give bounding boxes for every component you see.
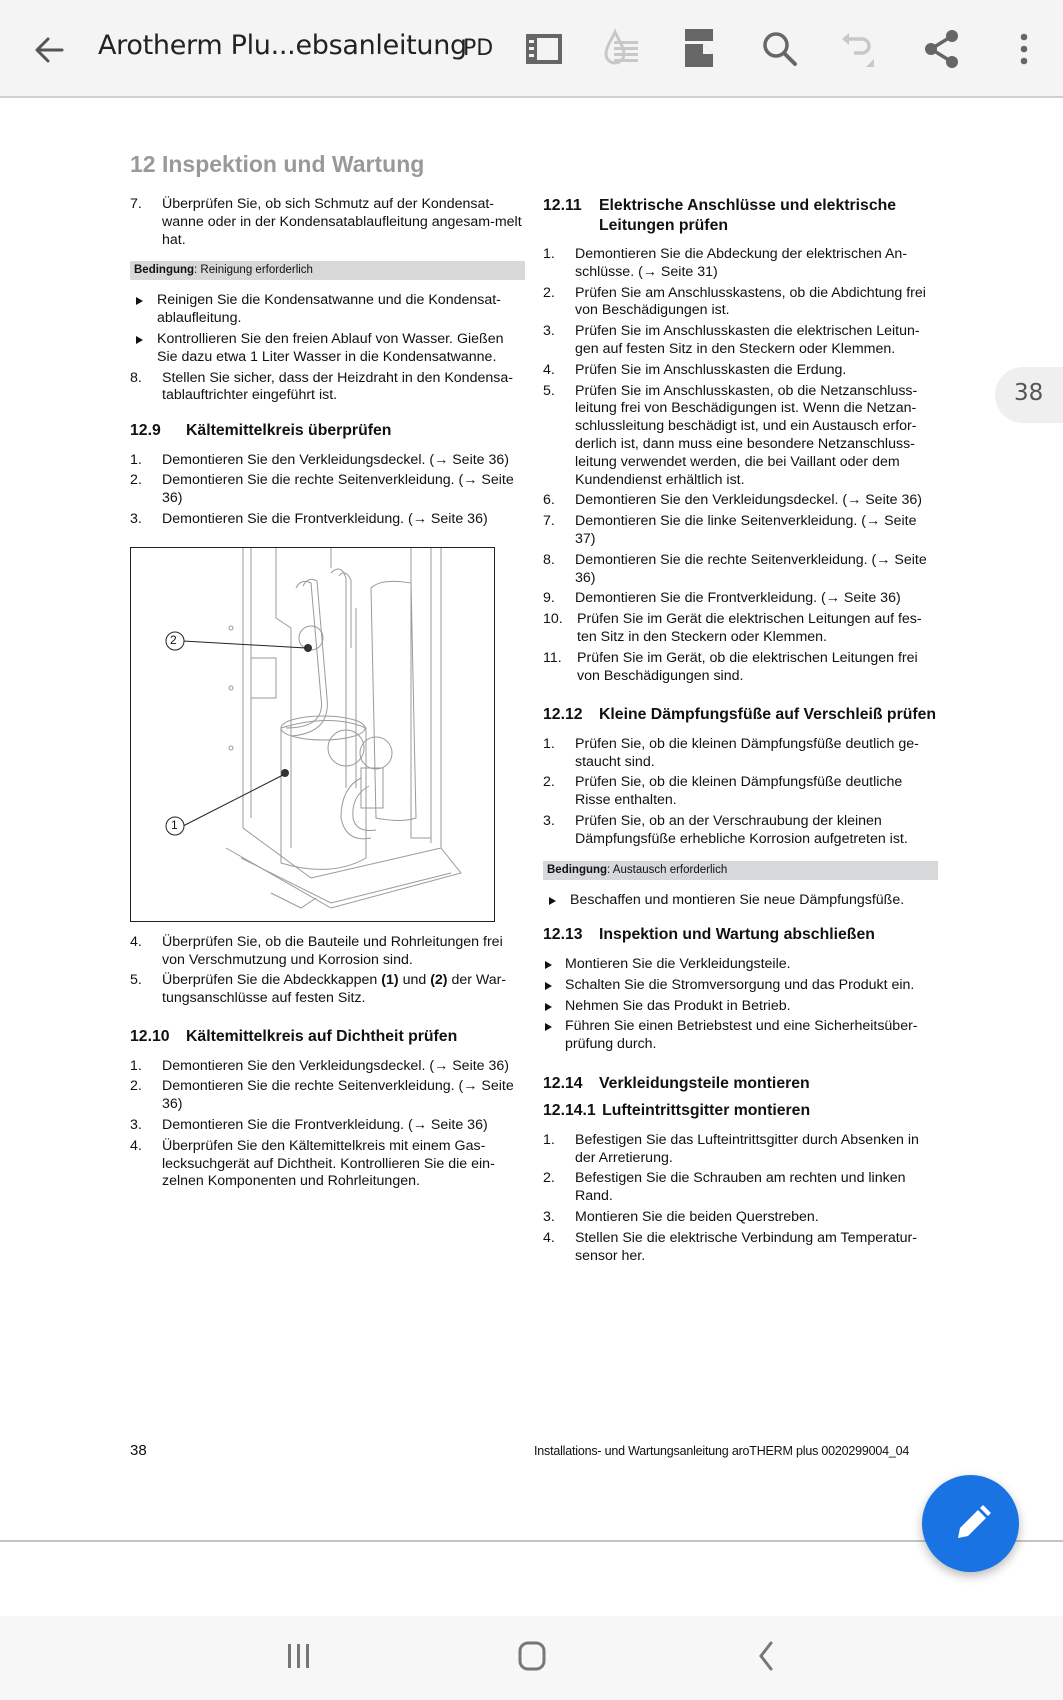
undo-button[interactable] xyxy=(836,27,880,71)
item-number: 1. xyxy=(130,451,142,468)
section-heading-12-9 xyxy=(130,421,525,441)
bullet-item xyxy=(543,977,938,995)
list-item xyxy=(543,383,938,490)
list-item xyxy=(130,1138,525,1191)
arrow-left-icon xyxy=(30,30,70,70)
page-indicator[interactable] xyxy=(995,367,1063,423)
list-item xyxy=(130,472,525,508)
item-text: Befestigen Sie die Schrauben am rechten und linken Rand. xyxy=(575,1170,906,1205)
list-item xyxy=(543,650,938,686)
more-options-button[interactable] xyxy=(1002,27,1046,71)
chapter-title: 12 Inspektion und Wartung xyxy=(130,151,425,177)
sidebar-panel-button[interactable] xyxy=(522,27,566,71)
pencil-icon xyxy=(922,1475,1019,1572)
triangle-bullet-icon xyxy=(136,297,143,305)
file-type-label: PD xyxy=(463,36,494,61)
document-title: Arotherm Plu...ebsanleitung xyxy=(98,30,467,61)
item-number: 4. xyxy=(543,361,555,378)
item-text: Prüfen Sie im Gerät die elektrischen Leitungen auf fes-ten Sitz in den Steckern oder Klemmen. xyxy=(577,611,922,645)
list-item xyxy=(130,511,525,529)
bullet-text: Beschaffen und montieren Sie neue Dämpfungsfüße. xyxy=(570,891,905,908)
section-heading-12-11 xyxy=(543,196,938,235)
item-number: 10. xyxy=(543,611,563,628)
item-text: Überprüfen Sie, ob die Bauteile und Rohrleitungen frei von Verschmutzung und Korrosion sind. xyxy=(162,933,503,968)
section-heading-12-14 xyxy=(543,1074,938,1094)
item-text: Prüfen Sie im Gerät, ob die elektrischen Leitungen frei von Beschädigungen sind. xyxy=(577,649,918,684)
condition-label: Bedingung xyxy=(134,264,195,277)
bullet-item xyxy=(543,998,938,1016)
item-text: Demontieren Sie die Frontverkleidung. (→ Seite 36) xyxy=(162,1116,488,1133)
page-layout-icon xyxy=(676,27,720,71)
triangle-bullet-icon xyxy=(545,1023,552,1031)
item-number: 1. xyxy=(543,246,555,262)
undo-icon xyxy=(836,27,880,71)
list-item xyxy=(543,246,938,282)
recent-apps-button[interactable] xyxy=(274,1634,324,1678)
section-title: Kleine Dämpfungsfüße auf Verschleiß prüfen xyxy=(599,706,937,724)
section-number: 12.14 xyxy=(543,1074,583,1092)
item-text: Prüfen Sie, ob an der Verschraubung der kleinen Dämpfungsfüße erhebliche Korrosion aufgetreten ist. xyxy=(575,813,908,847)
callout-ref-2: (2) xyxy=(430,972,448,989)
item-text: und xyxy=(398,972,431,989)
item-text: Prüfen Sie, ob die kleinen Dämpfungsfüße deutlich ge-staucht sind. xyxy=(575,735,919,770)
bullet-item xyxy=(130,292,525,328)
triangle-bullet-icon xyxy=(549,897,556,905)
item-number: 6. xyxy=(543,492,555,509)
list-item xyxy=(130,370,525,406)
item-number: 3. xyxy=(543,1209,555,1226)
figure-callout-1: 1 xyxy=(171,817,178,832)
search-button[interactable] xyxy=(758,27,802,71)
item-number: 2. xyxy=(130,472,142,489)
sidebar-panel-icon xyxy=(522,27,566,71)
bullet-item xyxy=(543,892,938,910)
recent-apps-icon xyxy=(274,1634,324,1678)
section-heading-12-12 xyxy=(543,705,938,725)
section-number: 12.13 xyxy=(543,926,583,944)
section-number: 12.9 xyxy=(130,422,161,440)
heat-pump-illustration xyxy=(131,548,495,922)
triangle-bullet-icon xyxy=(545,1003,552,1011)
item-number: 7. xyxy=(130,196,142,212)
list-item xyxy=(130,972,525,1008)
item-number: 3. xyxy=(130,1116,142,1133)
system-nav-bar xyxy=(0,1616,1063,1700)
item-number: 4. xyxy=(130,933,142,950)
bullet-text: Führen Sie einen Betriebstest und eine Sicherheitsüber-prüfung durch. xyxy=(565,1018,918,1053)
condition-bar xyxy=(543,861,938,880)
section-heading-12-13 xyxy=(543,925,938,945)
item-text: Demontieren Sie die Frontverkleidung. (→ Seite 36) xyxy=(575,590,901,607)
list-item xyxy=(543,513,938,549)
list-item xyxy=(543,774,938,810)
item-text: Demontieren Sie die rechte Seitenverkleidung. (→ Seite 36) xyxy=(162,472,514,507)
section-title: Kältemittelkreis überprüfen xyxy=(186,422,392,440)
section-number: 12.12 xyxy=(543,706,583,724)
item-text: Prüfen Sie im Anschlusskasten die Erdung. xyxy=(575,361,847,378)
item-number: 1. xyxy=(543,1131,555,1148)
triangle-bullet-icon xyxy=(136,336,143,344)
section-heading-12-14-1 xyxy=(543,1101,938,1121)
section-title: Verkleidungsteile montieren xyxy=(599,1074,810,1092)
list-item xyxy=(543,611,938,647)
item-text: Demontieren Sie die Abdeckung der elektrischen An-schlüsse. (→ Seite 31) xyxy=(575,246,908,280)
item-number: 3. xyxy=(543,813,555,830)
item-number: 4. xyxy=(130,1137,142,1154)
list-item xyxy=(543,285,938,321)
bullet-item xyxy=(543,956,938,974)
section-title: Lufteintrittsgitter montieren xyxy=(602,1102,811,1120)
condition-label: Bedingung xyxy=(547,863,608,876)
more-vert-icon xyxy=(1002,27,1046,71)
edit-fab-button[interactable] xyxy=(922,1475,1019,1572)
item-number: 3. xyxy=(543,323,555,340)
item-number: 1. xyxy=(543,735,555,752)
bullet-text: Montieren Sie die Verkleidungsteile. xyxy=(565,955,791,972)
item-number: 5. xyxy=(130,972,142,989)
page-indicator-number: 38 xyxy=(1014,380,1044,406)
search-icon xyxy=(758,27,802,71)
bullet-text: Kontrollieren Sie den freien Ablauf von Wasser. Gießen Sie dazu etwa 1 Liter Wasser in die Kondensatwanne. xyxy=(157,330,504,365)
system-back-button[interactable] xyxy=(741,1634,791,1678)
section-title: Inspektion und Wartung abschließen xyxy=(599,926,875,944)
section-number: 12.10 xyxy=(130,1028,170,1046)
section-heading-12-10 xyxy=(130,1027,525,1047)
item-text: Demontieren Sie die rechte Seitenverkleidung. (→ Seite 36) xyxy=(575,551,927,586)
bullet-item xyxy=(130,331,525,367)
page-footer-number: 38 xyxy=(130,1442,147,1459)
item-text: Prüfen Sie im Anschlusskasten, ob die Netzanschluss-leitung frei von Beschädigungen ist. Wenn die Netzan-schlussleitung beschädigt ist, und ein Austausch erfor-derlich ist, dann muss eine besondere Netzanschluss-leitung verwendet werden, die bei Vaillant oder dem Kundendienst erhältlich ist. xyxy=(575,382,918,488)
right-column xyxy=(543,196,938,1268)
back-button[interactable] xyxy=(30,30,70,70)
page-layout-button[interactable] xyxy=(676,27,720,71)
list-item xyxy=(543,1209,938,1227)
list-item xyxy=(543,1170,938,1206)
item-text: Stellen Sie sicher, dass der Heizdraht in den Kondensa-tablauftrichter eingeführt ist. xyxy=(162,369,513,404)
share-button[interactable] xyxy=(920,27,964,71)
list-item xyxy=(130,1078,525,1114)
item-text: Demontieren Sie den Verkleidungsdeckel. (→ Seite 36) xyxy=(162,1057,509,1074)
bullet-text: Schalten Sie die Stromversorgung und das Produkt ein. xyxy=(565,976,915,993)
item-text: Überprüfen Sie, ob sich Schmutz auf der Kondensat-wanne oder in der Kondensatablaufleitung angesam-melt hat. xyxy=(162,196,522,248)
item-text: Überprüfen Sie den Kältemittelkreis mit einem Gas-lecksuchgerät auf Dichtheit. Kontrollieren Sie die ein-zelnen Komponenten und Rohrleitungen. xyxy=(162,1137,495,1190)
triangle-bullet-icon xyxy=(545,961,552,969)
item-number: 3. xyxy=(130,511,142,528)
bullet-text: Nehmen Sie das Produkt in Betrieb. xyxy=(565,997,791,1014)
bullet-text: Reinigen Sie die Kondensatwanne und die Kondensat-ablaufleitung. xyxy=(157,292,501,327)
heat-pump-figure xyxy=(130,547,495,922)
list-item xyxy=(543,362,938,380)
condition-text: : Austausch erforderlich xyxy=(607,863,728,876)
item-text: Überprüfen Sie die Abdeckkappen xyxy=(162,972,382,989)
item-text: der War-tungsanschlüsse auf festen Sitz. xyxy=(162,972,507,1007)
chevron-left-icon xyxy=(741,1634,791,1678)
home-icon xyxy=(507,1634,557,1678)
item-number: 2. xyxy=(543,1170,555,1187)
item-text: Stellen Sie die elektrische Verbindung am Temperatur-sensor her. xyxy=(575,1229,918,1264)
condition-bar xyxy=(130,261,525,280)
list-item xyxy=(543,813,938,849)
item-number: 4. xyxy=(543,1229,555,1246)
list-item xyxy=(130,196,525,249)
section-title: Elektrische Anschlüsse und elektrische Leitungen prüfen xyxy=(599,197,897,234)
item-text: Prüfen Sie am Anschlusskastens, ob die Abdichtung frei von Beschädigungen ist. xyxy=(575,284,926,319)
list-item xyxy=(543,590,938,608)
page-footer-title: Installations- und Wartungsanleitung aroTHERM plus 0020299004_04 xyxy=(534,1444,910,1458)
item-number: 2. xyxy=(543,774,555,791)
list-item xyxy=(130,934,525,970)
item-text: Befestigen Sie das Lufteintrittsgitter durch Absenken in der Arretierung. xyxy=(575,1131,919,1166)
left-column xyxy=(130,196,525,1194)
home-button[interactable] xyxy=(507,1634,557,1678)
list-item xyxy=(543,552,938,588)
triangle-bullet-icon xyxy=(545,982,552,990)
item-text: Demontieren Sie die rechte Seitenverkleidung. (→ Seite 36) xyxy=(162,1078,514,1113)
list-item xyxy=(543,492,938,510)
list-item xyxy=(130,452,525,470)
item-number: 2. xyxy=(130,1078,142,1095)
item-text: Prüfen Sie, ob die kleinen Dämpfungsfüße deutliche Risse enthalten. xyxy=(575,774,903,809)
item-text: Prüfen Sie im Anschlusskasten die elektrischen Leitun-gen auf festen Sitz in den Steckern oder Klemmen. xyxy=(575,323,920,357)
page-divider xyxy=(0,1540,1063,1542)
item-number: 8. xyxy=(543,551,555,568)
item-number: 11. xyxy=(543,649,562,666)
list-item xyxy=(543,1132,938,1168)
list-item xyxy=(130,1058,525,1076)
app-bar xyxy=(0,0,1063,98)
list-item xyxy=(543,1230,938,1266)
condition-text: : Reinigung erforderlich xyxy=(194,264,313,277)
reading-mode-button[interactable] xyxy=(600,27,644,71)
item-text: Demontieren Sie den Verkleidungsdeckel. (→ Seite 36) xyxy=(162,451,509,468)
list-item xyxy=(130,1117,525,1135)
item-number: 1. xyxy=(130,1057,142,1074)
callout-ref-1: (1) xyxy=(381,972,399,989)
list-item xyxy=(543,736,938,772)
item-number: 8. xyxy=(130,369,142,386)
bullet-item xyxy=(543,1018,938,1054)
section-number: 12.11 xyxy=(543,197,582,214)
item-number: 7. xyxy=(543,513,555,530)
item-text: Demontieren Sie die linke Seitenverkleidung. (→ Seite 37) xyxy=(575,513,917,547)
item-text: Montieren Sie die beiden Querstreben. xyxy=(575,1209,819,1226)
figure-callout-2: 2 xyxy=(170,632,177,647)
item-number: 2. xyxy=(543,284,555,301)
item-number: 9. xyxy=(543,590,555,607)
item-text: Demontieren Sie die Frontverkleidung. (→ Seite 36) xyxy=(162,511,488,528)
share-icon xyxy=(920,27,964,71)
item-text: Demontieren Sie den Verkleidungsdeckel. (→ Seite 36) xyxy=(575,492,922,509)
reading-mode-icon xyxy=(600,27,644,71)
item-number: 5. xyxy=(543,382,555,399)
section-number: 12.14.1 xyxy=(543,1102,596,1120)
list-item xyxy=(543,323,938,359)
section-title: Kältemittelkreis auf Dichtheit prüfen xyxy=(186,1028,458,1046)
